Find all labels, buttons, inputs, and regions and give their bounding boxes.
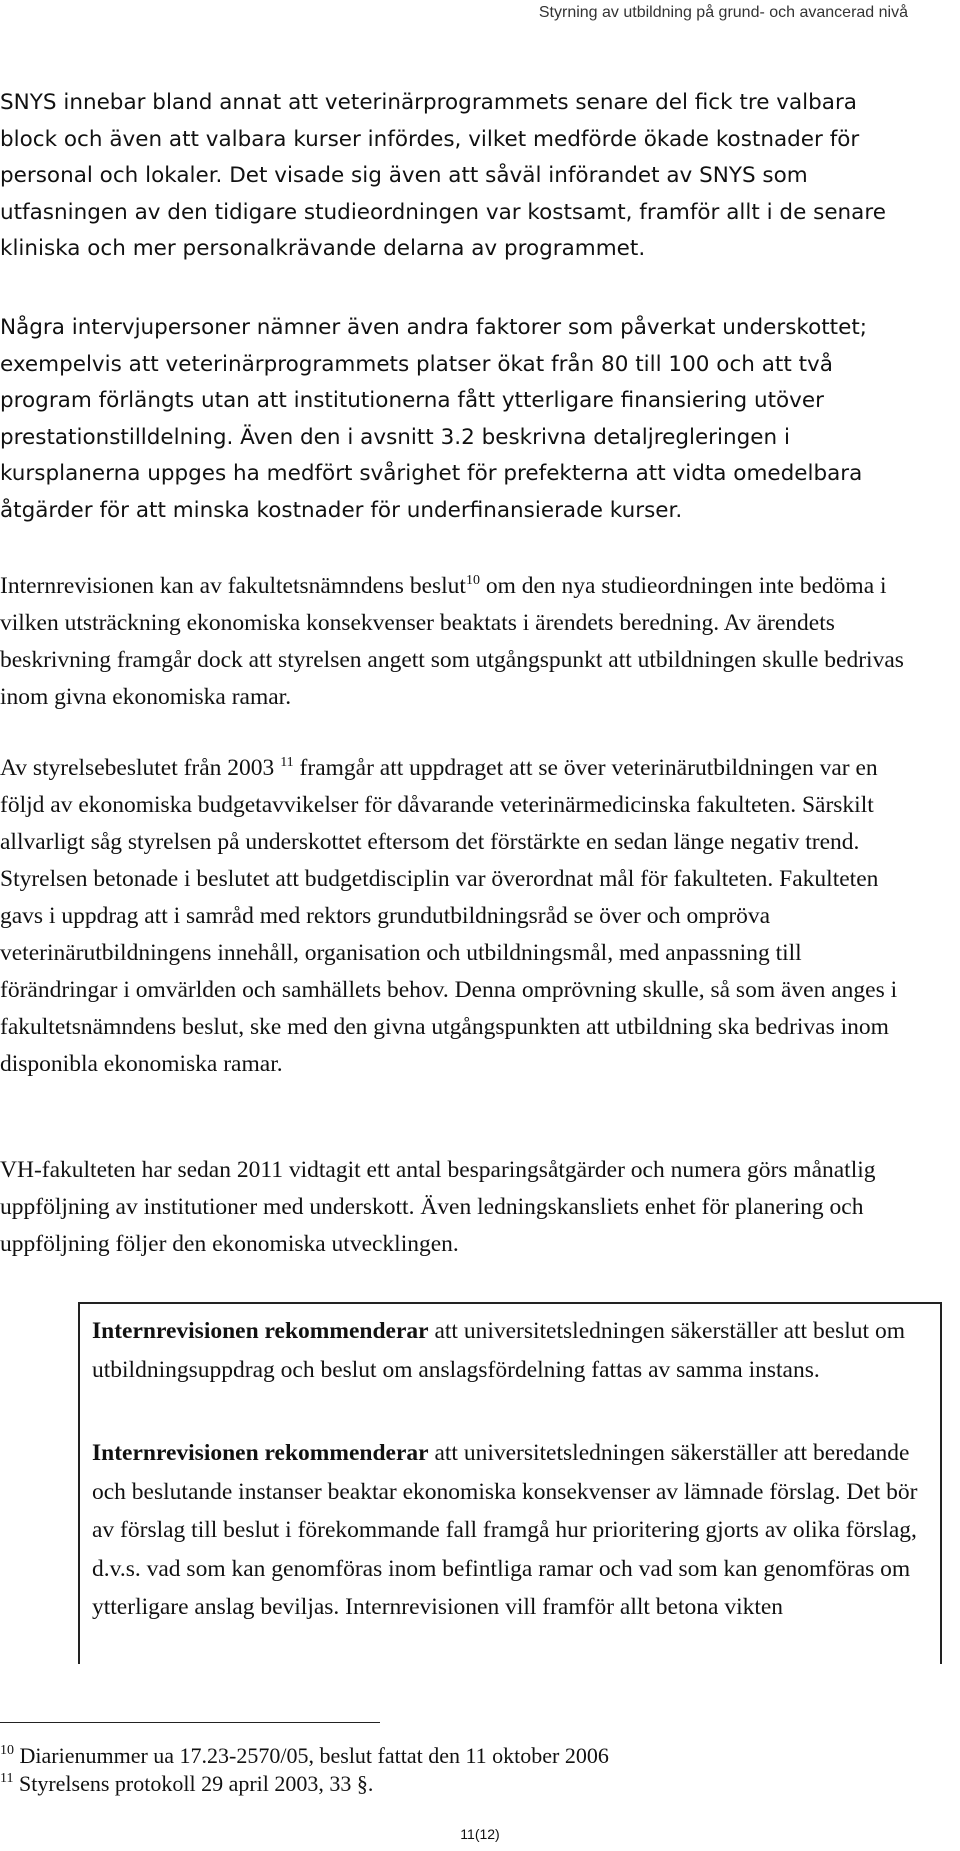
paragraph-text: Av styrelsebeslutet från 2003	[0, 755, 281, 781]
footnote-11	[0, 1772, 373, 1796]
footnote-text: Diarienummer ua 17.23-2570/05, beslut fattat den 11 oktober 2006	[14, 1743, 609, 1768]
recommendation-1	[92, 1312, 927, 1389]
footnote-number: 10	[0, 1743, 14, 1758]
paragraph-text: om den nya studieordningen inte bedöma i vilken utsträckning ekonomiska konsekvenser beaktats i ärendets beredning. Av ärendets beskrivning framgår dock att styrelsen angett som utgångspunkt att utbildningen skulle bedrivas inom givna ekonomiska ramar.	[0, 573, 904, 710]
footnote-ref-10: 10	[465, 573, 480, 588]
footnote-number: 11	[0, 1771, 14, 1786]
running-header: Styrning av utbildning på grund- och avancerad nivå	[538, 4, 908, 21]
footnote-ref-11: 11	[280, 755, 294, 770]
paragraph-vh-fakulteten: VH-fakulteten har sedan 2011 vidtagit ett antal besparingsåtgärder och numera görs månatlig uppföljning av institutioner med underskott. Även ledningskansliets enhet för planering och uppföljning följer den ekonomiska utvecklingen.	[0, 1157, 876, 1257]
paragraph-intervjupersoner: Några intervjupersoner nämner även andra faktorer som påverkat underskottet; exempelvis att veterinärprogrammets platser ökat från 80 till 100 och att två program förlängts utan att institutionerna fått ytterligare finansiering utöver prestationstilldelning. Även den i avsnitt 3.2 beskrivna detaljregleringen i kursplanerna uppges ha medfört svårighet för prefekterna att vidta omedelbara åtgärder för att minska kostnader för underfinansierade kurser.	[0, 315, 868, 523]
footnote-divider	[0, 1722, 380, 1723]
footnote-text: Styrelsens protokoll 29 april 2003, 33 §.	[13, 1771, 374, 1796]
paragraph-styrelsebeslutet	[0, 750, 920, 1083]
page-number: 11(12)	[460, 1826, 500, 1842]
recommendation-text: att universitetsledningen säkerställer att beredande och beslutande instanser beaktar ekonomiska konsekvenser av lämnade förslag. Det bör av förslag till beslut i förekommande fall framgå hur prioritering gjorts av olika förslag, d.v.s. vad som kan genomföras inom befintliga ramar och vad som kan genomföras om ytterligare anslag beviljas. Internrevisionen vill framför allt betona vikten	[92, 1440, 918, 1620]
footnote-10	[0, 1744, 609, 1768]
recommendation-text: att universitetsledningen säkerställer att beslut om utbildningsuppdrag och beslut om anslagsfördelning fattas av samma instans.	[92, 1318, 905, 1383]
recommendation-lead: Internrevisionen rekommenderar	[92, 1440, 429, 1466]
paragraph-text: Internrevisionen kan av fakultetsnämndens beslut	[0, 573, 466, 599]
recommendation-lead: Internrevisionen rekommenderar	[92, 1318, 429, 1344]
recommendation-box	[78, 1302, 942, 1664]
paragraph-text: framgår att uppdraget att se över veterinärutbildningen var en följd av ekonomiska budgetavvikelser för dåvarande veterinärmedicinska fakulteten. Särskilt allvarligt såg styrelsen på underskottet eftersom det förstärkte en sedan länge negativ trend. Styrelsen betonade i beslutet att budgetdisciplin var överordnat mål för fakulteten. Fakulteten gavs i uppdrag att i samråd med rektors grundutbildningsråd se över och ompröva veterinärutbildningens innehåll, organisation och utbildningsmål, med anpassning till förändringar i omvärlden och samhällets behov. Denna omprövning skulle, så som även anges i fakultetsnämndens beslut, ske med den givna utgångspunkten att utbildning ska bedrivas inom disponibla ekonomiska ramar.	[0, 755, 898, 1077]
paragraph-snys: SNYS innebar bland annat att veterinärprogrammets senare del fick tre valbara block och även att valbara kurser infördes, vilket medförde ökade kostnader för personal och lokaler. Det visade sig även att såväl införandet av SNYS som utfasningen av den tidigare studieordningen var kostsamt, framför allt i de senare kliniska och mer personalkrävande delarna av programmet.	[0, 90, 886, 261]
paragraph-internrevisionen-beslut	[0, 568, 920, 716]
recommendation-2	[92, 1434, 927, 1627]
